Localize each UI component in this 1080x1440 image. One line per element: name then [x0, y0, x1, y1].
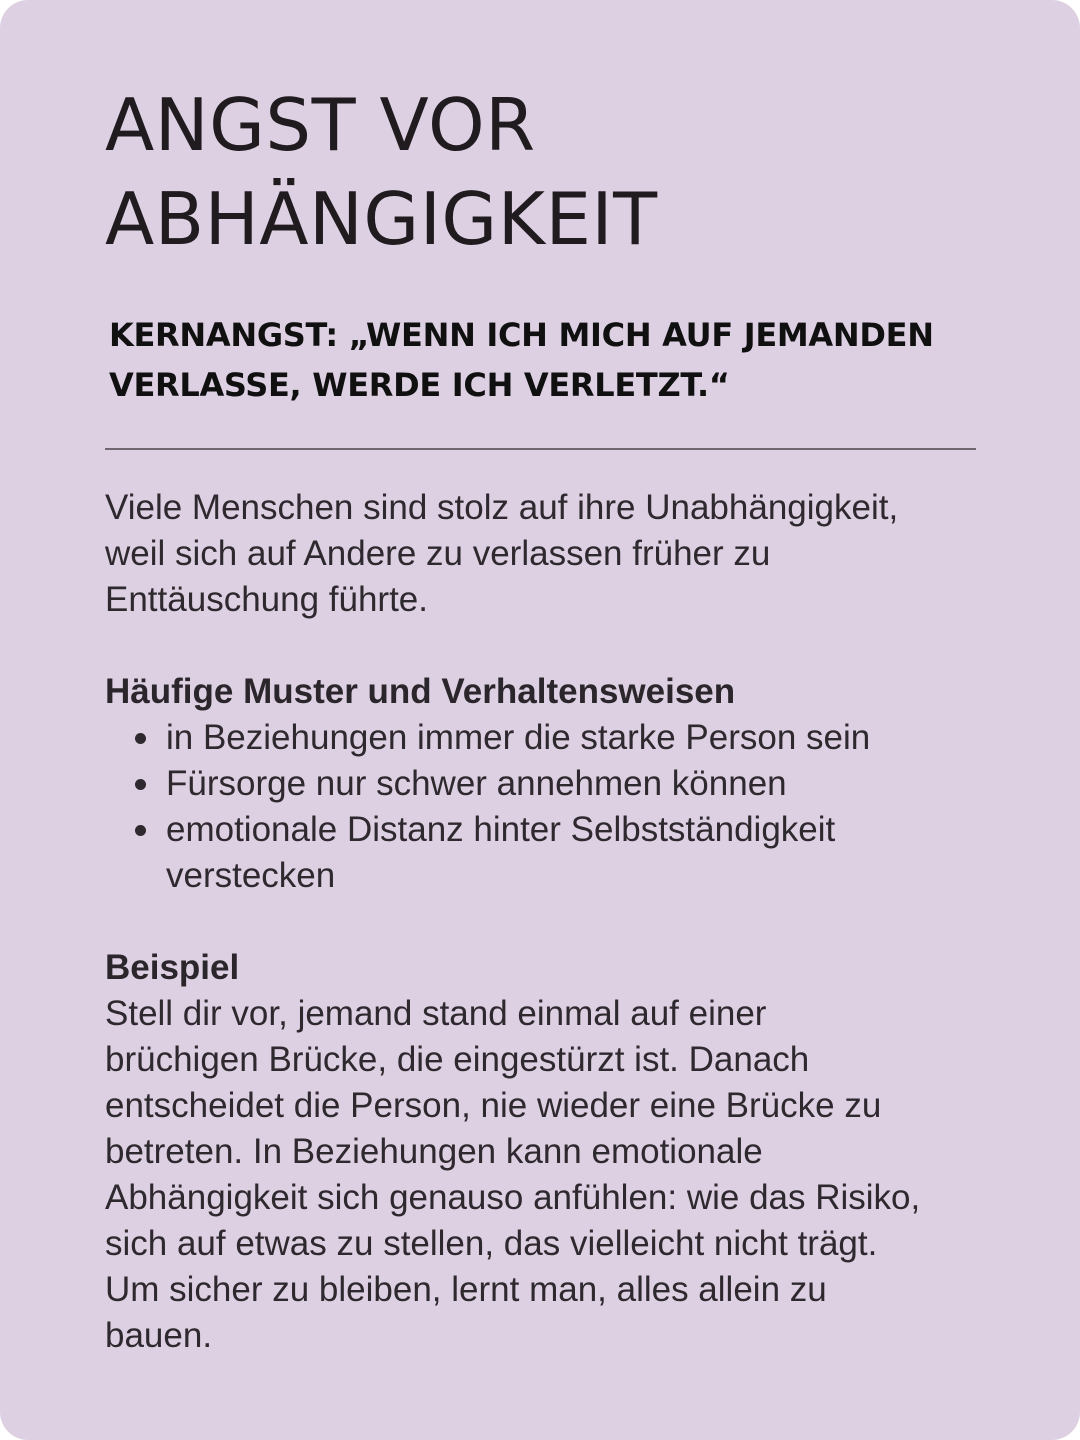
list-item	[166, 715, 976, 761]
card-title-line-1: ANGST VOR	[105, 83, 536, 167]
patterns-list	[105, 715, 976, 899]
core-fear-line-2: VERLASSE, WERDE ICH VERLETZT.“	[109, 366, 730, 404]
example-line: bauen.	[105, 1316, 213, 1355]
patterns-heading: Häufige Muster und Verhaltensweisen	[105, 672, 736, 711]
example-line: brüchigen Brücke, die eingestürzt ist. Danach	[105, 1040, 810, 1079]
list-item-text: emotionale Distanz hinter Selbstständigkeit verstecken	[166, 810, 836, 895]
example-line: Stell dir vor, jemand stand einmal auf einer	[105, 994, 767, 1033]
list-item	[166, 761, 976, 807]
example-line: Abhängigkeit sich genauso anfühlen: wie das Risiko,	[105, 1178, 921, 1217]
divider	[105, 448, 976, 450]
example-paragraph	[105, 991, 976, 1359]
example-line: betreten. In Beziehungen kann emotionale	[105, 1132, 763, 1171]
list-item-text: in Beziehungen immer die starke Person sein	[166, 718, 871, 757]
example-heading: Beispiel	[105, 948, 240, 987]
card-title-line-2: ABHÄNGIGKEIT	[105, 177, 658, 261]
card-title	[105, 78, 976, 266]
bullet-icon	[135, 825, 146, 836]
list-item-text: Fürsorge nur schwer annehmen können	[166, 764, 787, 803]
example-line: Um sicher zu bleiben, lernt man, alles allein zu	[105, 1270, 827, 1309]
bullet-icon	[135, 779, 146, 790]
core-fear-statement	[109, 310, 976, 410]
example-section	[105, 945, 976, 1359]
list-item	[166, 807, 976, 899]
bullet-icon	[135, 733, 146, 744]
intro-line-1: Viele Menschen sind stolz auf ihre Unabhängigkeit,	[105, 488, 899, 527]
intro-line-3: Enttäuschung führte.	[105, 580, 428, 619]
intro-paragraph	[105, 485, 976, 623]
intro-line-2: weil sich auf Andere zu verlassen früher zu	[105, 534, 771, 573]
example-line: entscheidet die Person, nie wieder eine Brücke zu	[105, 1086, 882, 1125]
patterns-section	[105, 669, 976, 899]
example-line: sich auf etwas zu stellen, das vielleicht nicht trägt.	[105, 1224, 878, 1263]
core-fear-line-1: KERNANGST: „WENN ICH MICH AUF JEMANDEN	[109, 316, 934, 354]
